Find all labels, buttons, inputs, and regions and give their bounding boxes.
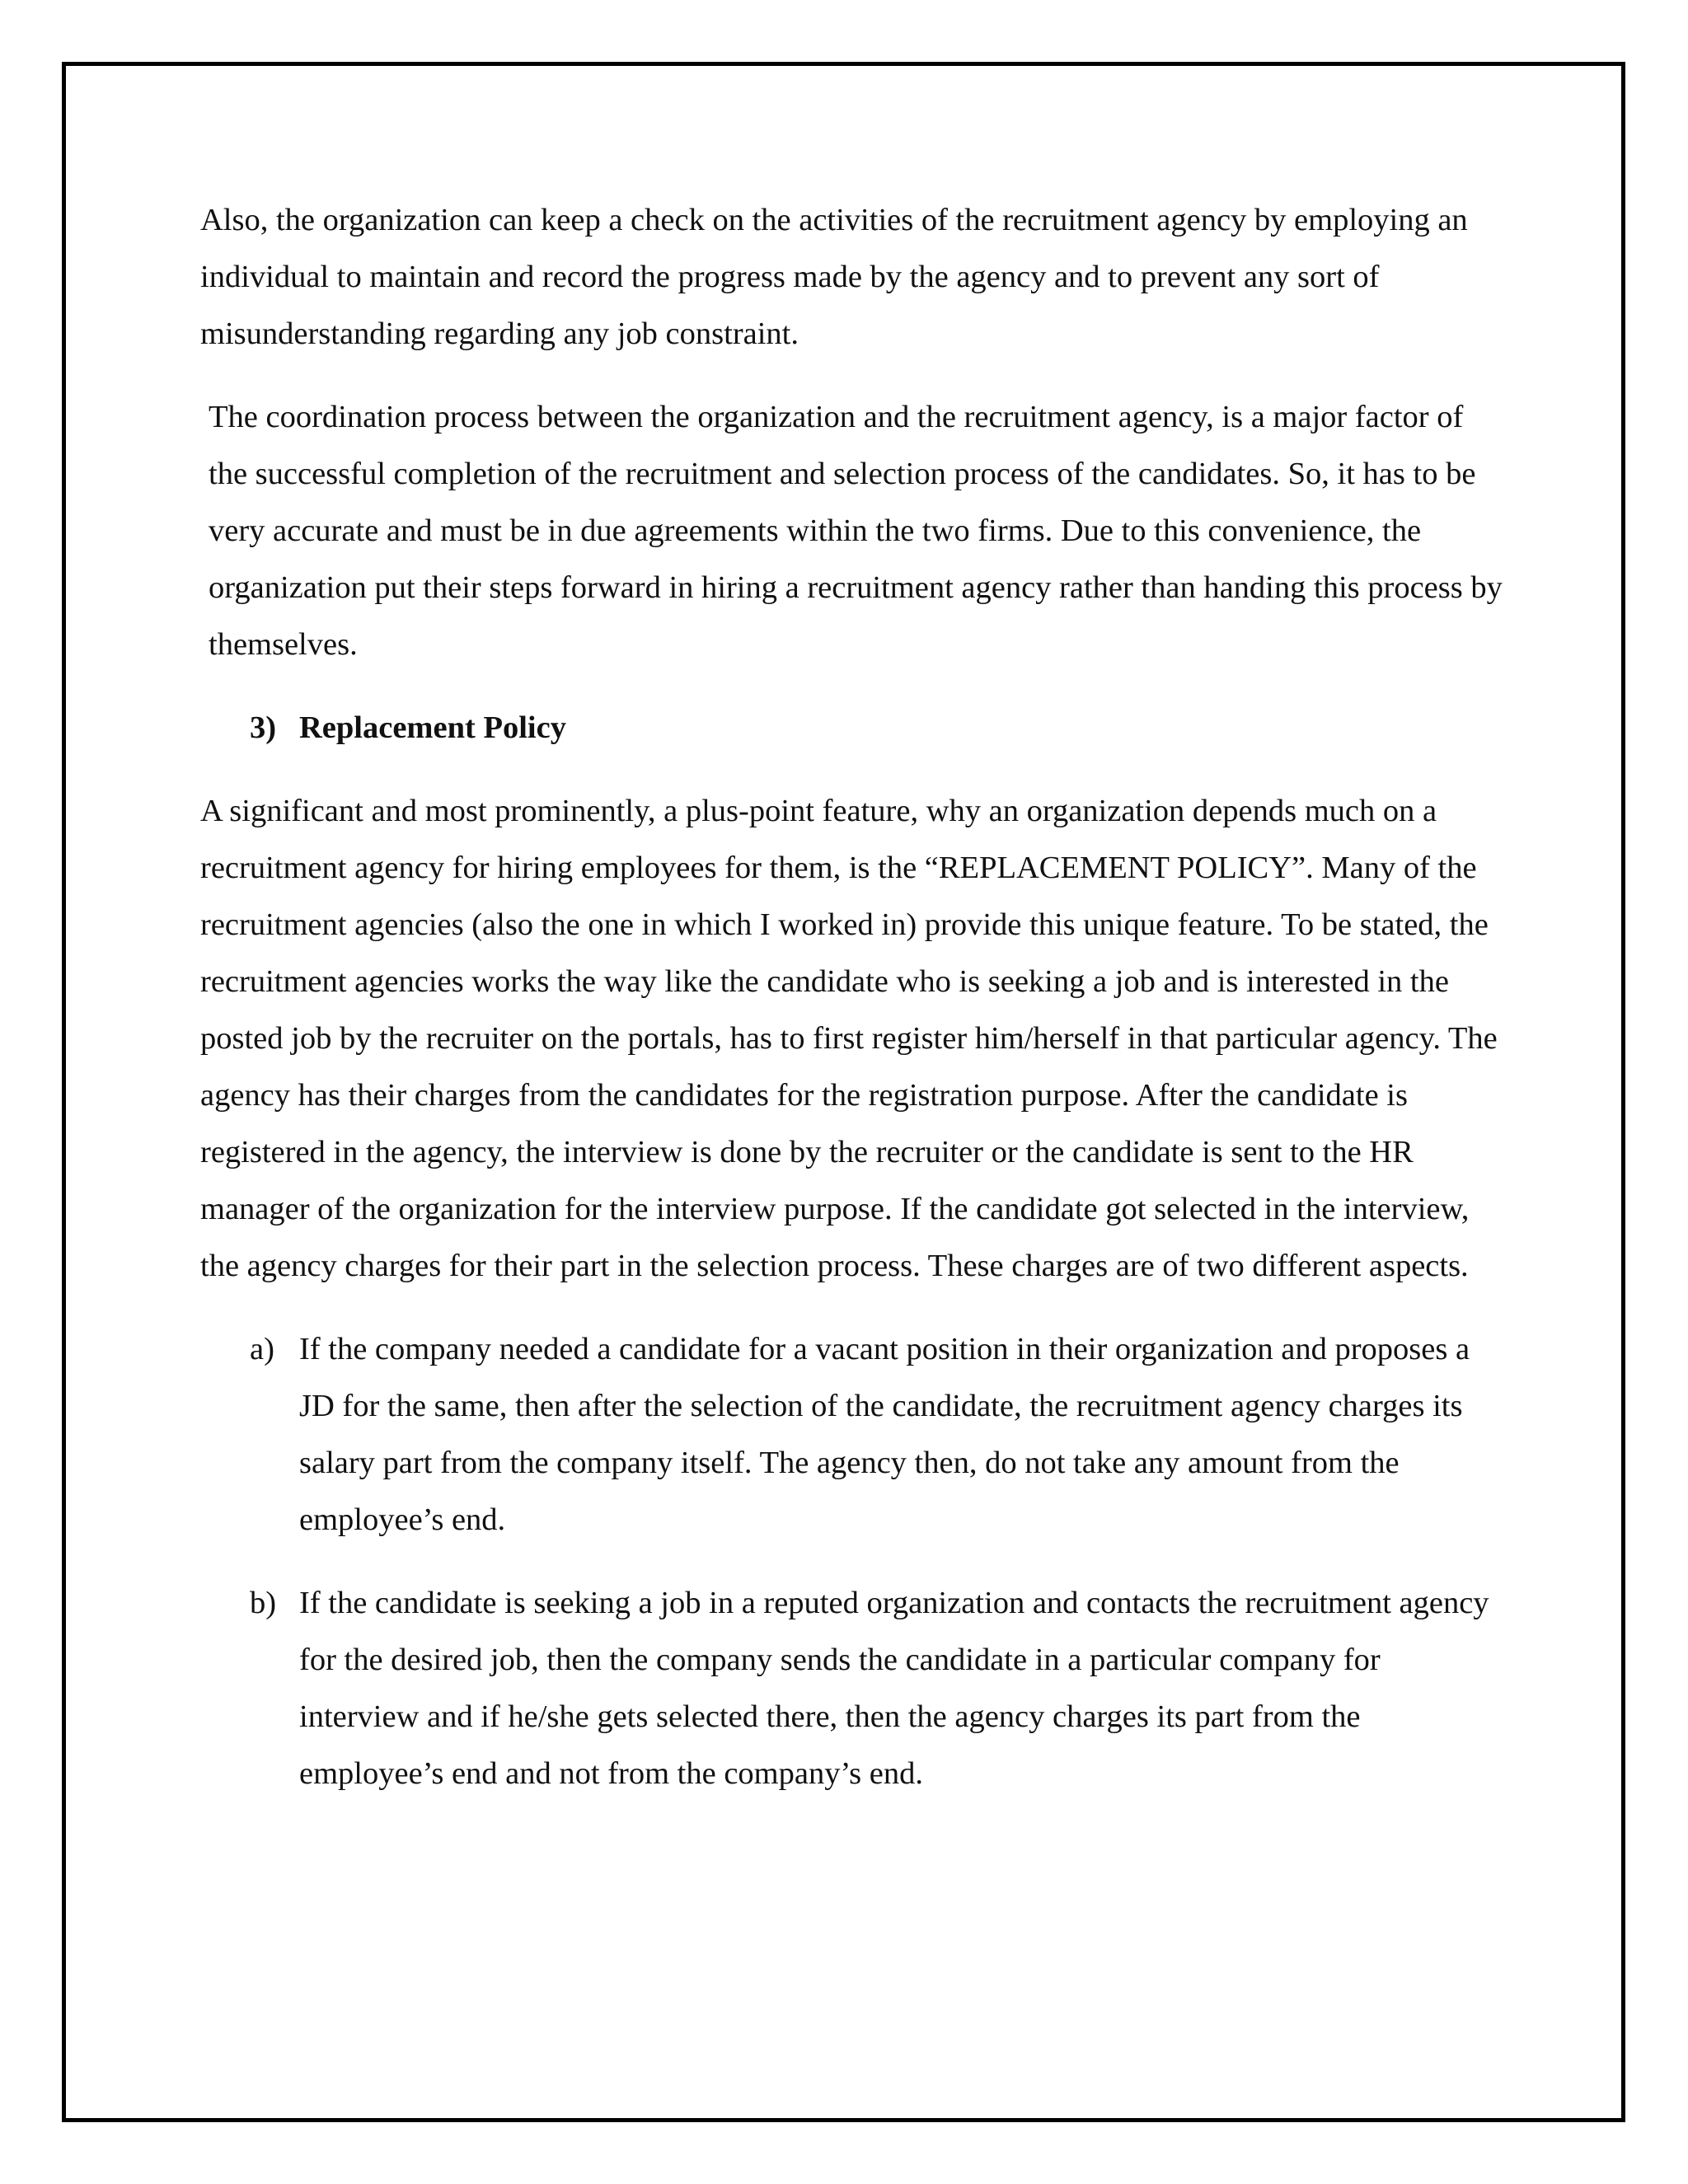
paragraph-replacement-policy: A significant and most prominently, a plus-point feature, why an organization depends much on a recruitment agency for hiring employees for them, is the “REPLACEMENT POLICY”. Many of the recruitment agencies (also the one in which I worked in) provide this unique feature. To be stated, the recruitment agencies works the way like the candidate who is seeking a job and is interested in the posted job by the recruiter on the portals, has to first register him/herself in that particular agency. The agency has their charges from the candidates for the registration purpose. After the candidate is registered in the agency, the interview is done by the recruiter or the candidate is sent to the HR manager of the organization for the interview purpose. If the candidate got selected in the interview, the agency charges for their part in the selection process. These charges are of two different aspects. [200,794,1498,1283]
list-item-text: If the candidate is seeking a job in a reputed organization and contacts the recruitment agency for the desired job, then the company sends the candidate in a particular company for interview and if he/she gets selected there, then the agency charges its part from the employee’s end and not from the company’s end. [299,1586,1489,1791]
list-item-text: If the company needed a candidate for a vacant position in their organization and proposes a JD for the same, then after the selection of the candidate, the recruitment agency charges its salary part from the company itself. The agency then, do not take any amount from the employee’s end. [299,1332,1470,1537]
list-item-b [200,1575,1503,1802]
section-title: Replacement Policy [299,710,566,745]
paragraph-agency-monitoring: Also, the organization can keep a check on the activities of the recruitment agency by employing an individual to maintain and record the progress made by the agency and to prevent any sort of misunderstanding regarding any job constraint. [200,203,1468,351]
list-item-a [200,1321,1503,1549]
document-body [200,192,1503,1829]
section-number: 3) [250,710,277,745]
list-marker: a) [250,1332,274,1366]
list-marker: b) [250,1586,277,1620]
section-heading-replacement-policy [200,700,1503,757]
paragraph-coordination-process: The coordination process between the organization and the recruitment agency, is a major factor of the successful completion of the recruitment and selection process of the candidates. So, it has to be very accurate and must be in due agreements within the two firms. Due to this convenience, the organization put their steps forward in hiring a recruitment agency rather than handing this process by themselves. [209,400,1503,662]
